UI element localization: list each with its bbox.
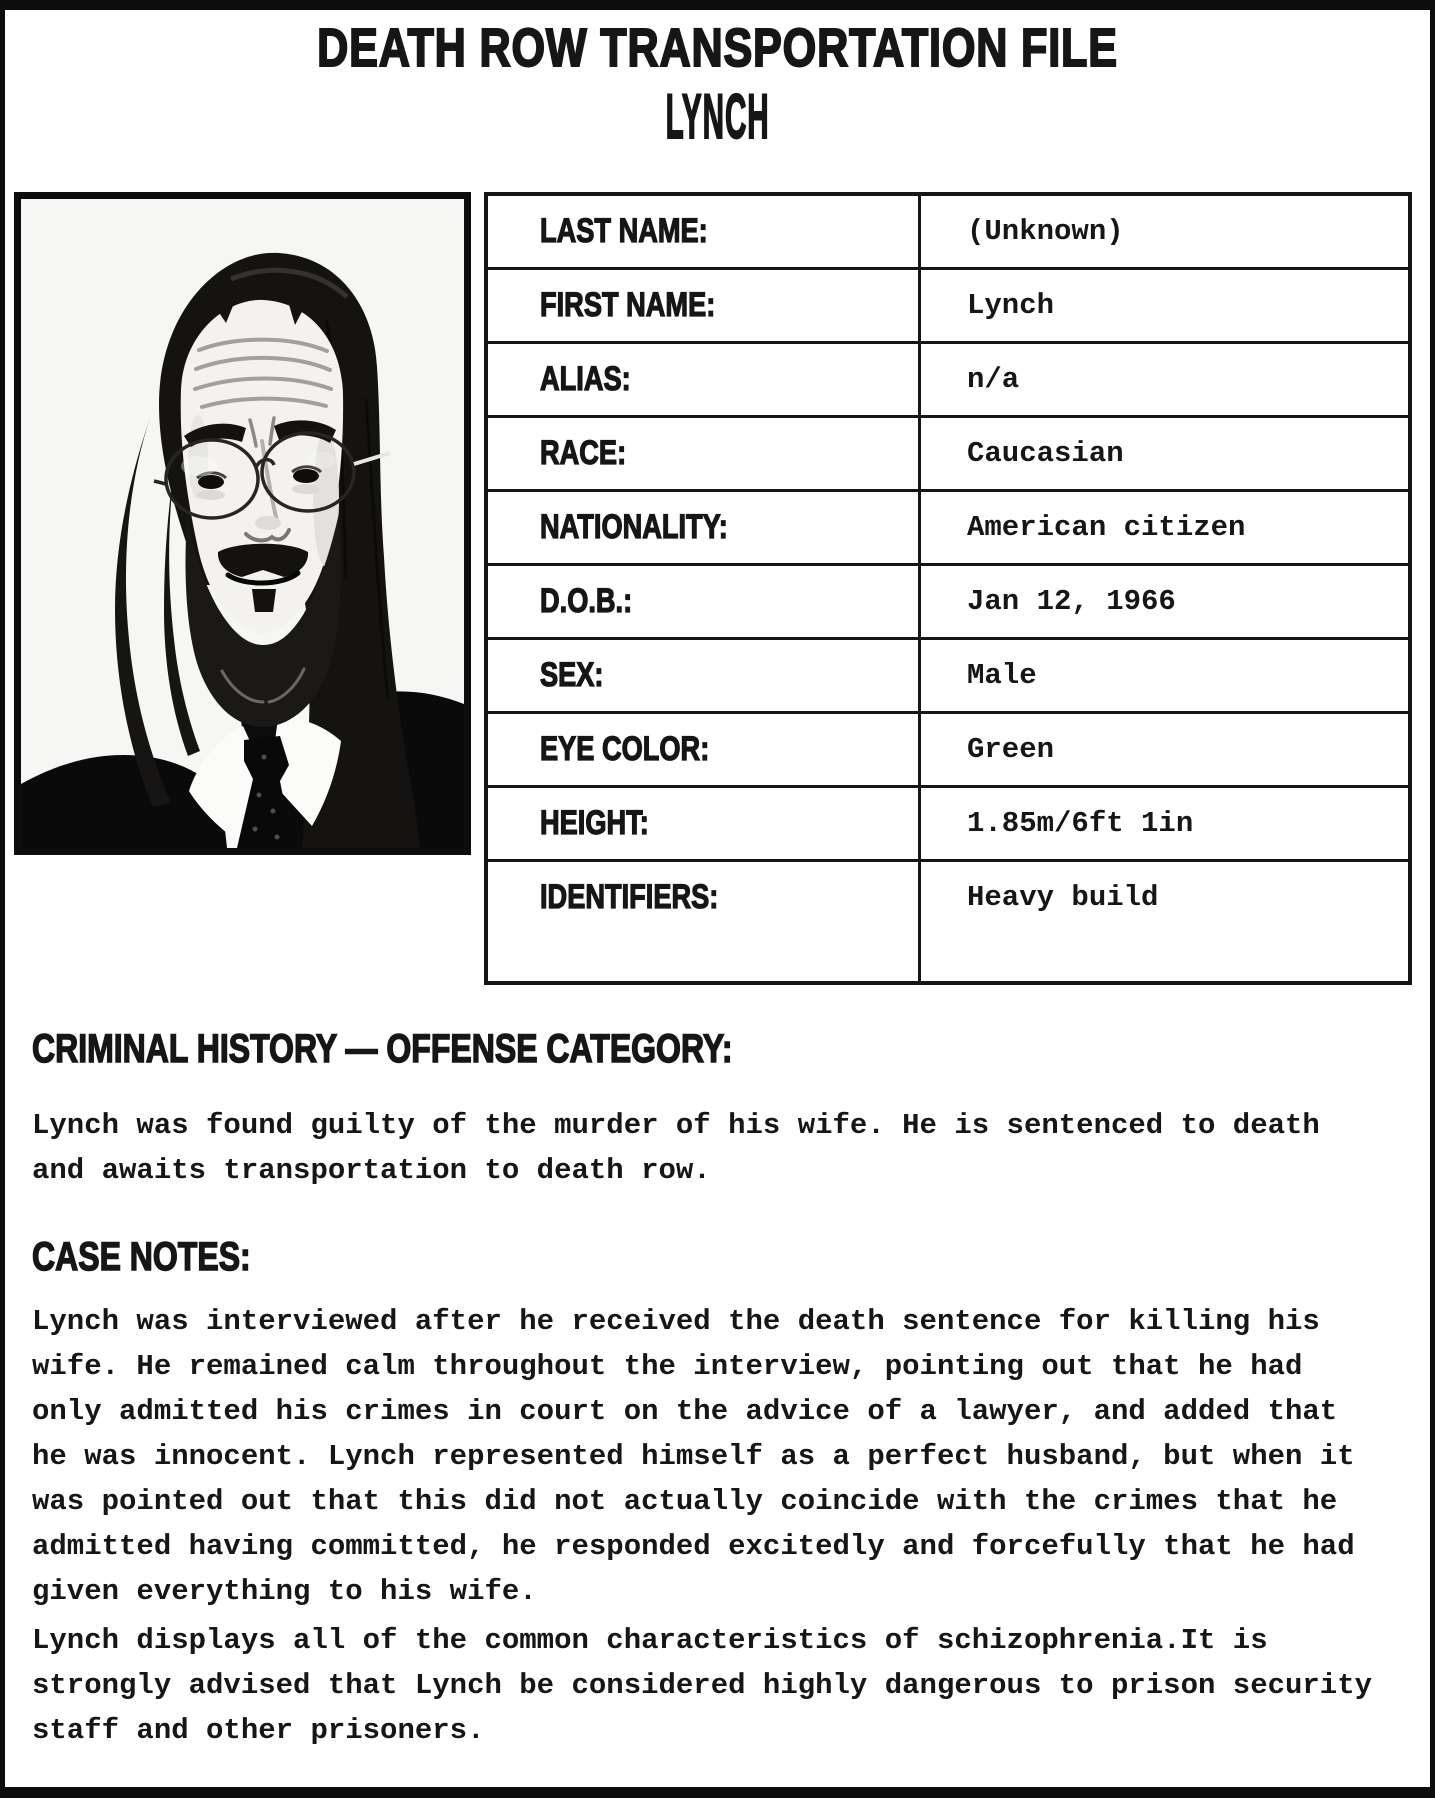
profile-row-first-name <box>488 270 918 344</box>
criminal-history-heading <box>32 1027 1430 1077</box>
eye-color-value: Green <box>918 714 1408 788</box>
height-label: HEIGHT: <box>540 804 649 842</box>
dob-value: Jan 12, 1966 <box>918 566 1408 640</box>
identification-section <box>14 192 1430 985</box>
dob-label: D.O.B.: <box>540 582 633 620</box>
profile-row-race <box>488 418 918 492</box>
case-notes-paragraph-2: Lynch displays all of the common characteristics of schizophrenia.It is strongly advised that Lynch be considered highly dangerous to prison security staff and other prisoners. <box>32 1624 1373 1747</box>
subject-name-text: LYNCH <box>665 82 770 152</box>
page-title <box>5 10 1430 83</box>
case-notes-heading <box>32 1235 1430 1285</box>
subject-name <box>5 82 1430 166</box>
profile-row-eye-color <box>488 714 918 788</box>
identifiers-value: Heavy build <box>918 862 1408 981</box>
first-name-label: FIRST NAME: <box>540 286 716 324</box>
nationality-value: American citizen <box>918 492 1408 566</box>
sex-value: Male <box>918 640 1408 714</box>
profile-row-nationality <box>488 492 918 566</box>
height-value: 1.85m/6ft 1in <box>918 788 1408 862</box>
identifiers-label: IDENTIFIERS: <box>540 878 719 916</box>
notes-section <box>32 1027 1430 1753</box>
sex-label: SEX: <box>540 656 604 694</box>
profile-row-last-name <box>488 196 918 270</box>
last-name-value: (Unknown) <box>918 196 1408 270</box>
alias-label: ALIAS: <box>540 360 631 398</box>
case-notes-heading-text: CASE NOTES: <box>32 1235 251 1279</box>
profile-row-sex <box>488 640 918 714</box>
profile-row-dob <box>488 566 918 640</box>
profile-row-height <box>488 788 918 862</box>
nationality-label: NATIONALITY: <box>540 508 728 546</box>
case-notes-paragraph-1: Lynch was interviewed after he received the death sentence for killing his wife. He remained calm throughout the interview, pointing out that he had only admitted his crimes in court on the advice of a lawyer, and added that he was innocent. Lynch represented himself as a perfect husband, but when it was pointed out that this did not actually coincide with the crimes that he admitted having committed, he responded excitedly and forcefully that he had given everything to his wife. <box>32 1305 1355 1608</box>
profile-table <box>484 192 1412 985</box>
alias-value: n/a <box>918 344 1408 418</box>
criminal-history-text: Lynch was found guilty of the murder of his wife. He is sentenced to death and awaits transportation to death row. <box>32 1109 1320 1187</box>
last-name-label: LAST NAME: <box>540 212 708 250</box>
race-label: RACE: <box>540 434 627 472</box>
criminal-history-heading-text: CRIMINAL HISTORY — OFFENSE CATEGORY: <box>32 1027 733 1071</box>
first-name-value: Lynch <box>918 270 1408 344</box>
eye-color-label: EYE COLOR: <box>540 730 710 768</box>
race-value: Caucasian <box>918 418 1408 492</box>
profile-row-alias <box>488 344 918 418</box>
page-title-text: DEATH ROW TRANSPORTATION FILE <box>317 18 1118 78</box>
mugshot-photo <box>21 199 464 848</box>
mugshot-photo-frame <box>14 192 471 855</box>
profile-row-identifiers <box>488 862 918 981</box>
